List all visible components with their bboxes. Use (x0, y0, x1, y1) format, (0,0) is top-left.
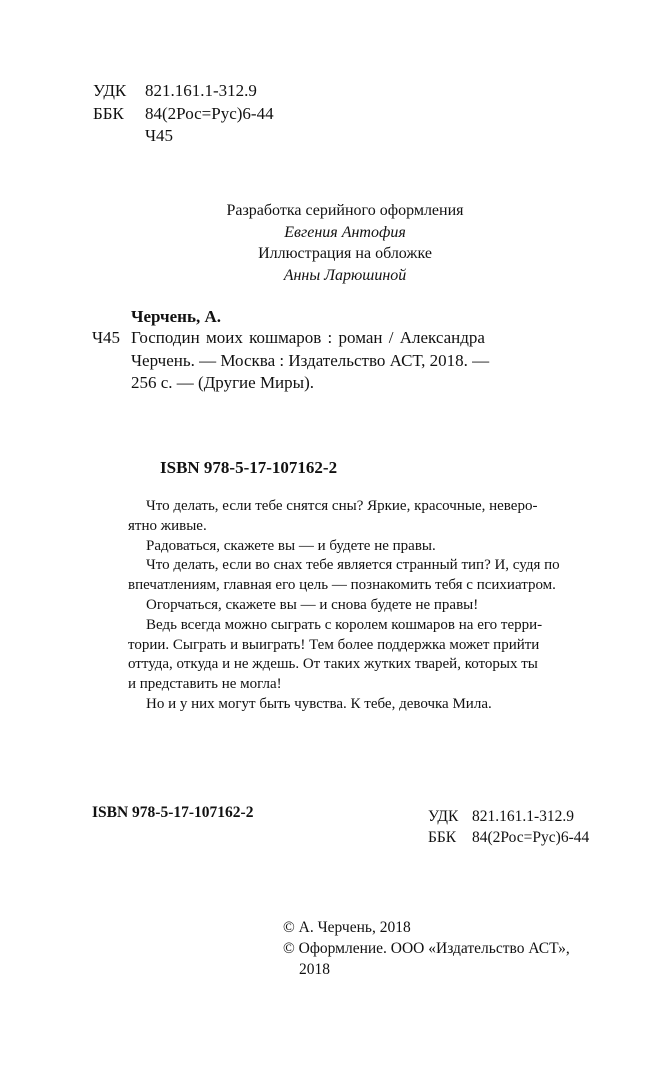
credit-design-label: Разработка серийного оформления (226, 202, 464, 219)
credit-cover-name: Анны Ларюшиной (283, 266, 407, 284)
credits-block (0, 200, 669, 286)
bottom-bbk-label: ББК (428, 829, 457, 846)
annotation-line: и представить не могла! (128, 676, 282, 693)
annotation-line: Что делать, если во снах тебе является странный тип? И, судя по (146, 557, 560, 574)
catalog-line: 256 с. — (Другие Миры). (131, 373, 314, 392)
catalog-author: Черчень, А. (131, 307, 221, 326)
bbk-value: 84(2Рос=Рус)6-44 (145, 103, 274, 123)
annotation-line: Что делать, если тебе снятся сны? Яркие, красочные, неверо- (146, 498, 538, 514)
udk-label: УДК (93, 81, 127, 100)
author-mark-line (93, 125, 274, 148)
catalog-mark: Ч45 (92, 328, 121, 347)
bbk-line (93, 103, 274, 126)
author-mark: Ч45 (145, 126, 174, 145)
catalog-description (131, 327, 489, 395)
annotation-line: тории. Сыграть и выиграть! Тем более поддержка может прийти (128, 636, 540, 653)
bottom-udk-line (428, 806, 589, 827)
copyright-year: 2018 (299, 961, 330, 978)
annotation (128, 497, 560, 715)
bottom-udk-value: 821.161.1-312.9 (472, 808, 575, 825)
credit-design-name: Евгения Антофия (284, 223, 406, 241)
isbn-main: ISBN 978-5-17-107162-2 (160, 458, 338, 477)
isbn-bottom: ISBN 978-5-17-107162-2 (92, 804, 254, 821)
annotation-line: Огорчаться, скажете вы — и снова будете не правы! (146, 596, 479, 613)
copyright-author: © А. Черчень, 2018 (283, 919, 411, 936)
catalog-line: Господин моих кошмаров : роман / Александра (131, 328, 485, 347)
credit-cover-label: Иллюстрация на обложке (258, 245, 432, 262)
annotation-line: Ведь всегда можно сыграть с королем кошмаров на его терри- (146, 616, 543, 633)
annotation-line: ятно живые. (128, 517, 207, 534)
annotation-line: Радоваться, скажете вы — и будете не правы. (146, 537, 436, 554)
copyright-design: © Оформление. ООО «Издательство АСТ», (283, 940, 570, 957)
copyright-block (283, 917, 570, 980)
annotation-line: оттуда, откуда и не ждешь. От таких жутких тварей, которых ты (128, 656, 538, 673)
catalog-line: Черчень. — Москва : Издательство АСТ, 2018. — (131, 350, 490, 370)
annotation-line: Но и у них могут быть чувства. К тебе, девочка Мила. (146, 695, 492, 712)
top-classification-codes (93, 80, 274, 148)
bbk-label: ББК (93, 103, 124, 123)
bottom-bbk-value: 84(2Рос=Рус)6-44 (472, 829, 590, 846)
bottom-udk-label: УДК (428, 808, 459, 825)
bottom-bbk-line (428, 827, 589, 848)
bottom-classification-codes (428, 806, 589, 848)
annotation-line: впечатлениям, главная его цель — познакомить тебя с психиатром. (128, 577, 556, 594)
udk-value: 821.161.1-312.9 (145, 81, 257, 100)
udk-line (93, 80, 274, 103)
